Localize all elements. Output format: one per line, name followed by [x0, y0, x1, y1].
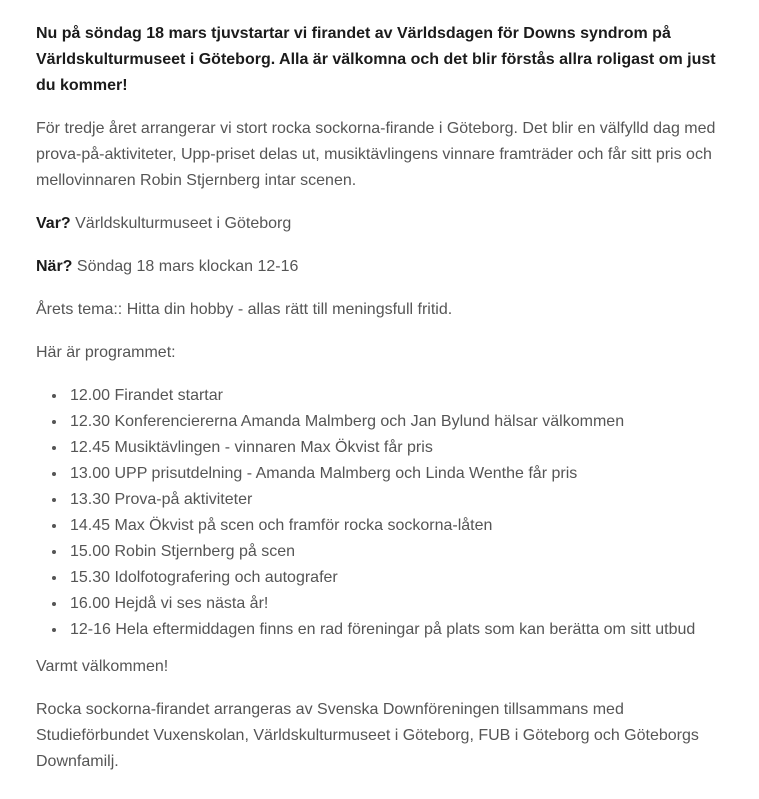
where-value: Världskulturmuseet i Göteborg — [70, 215, 292, 232]
theme-line: Årets tema:: Hitta din hobby - allas rätt till meningsfull fritid. — [36, 301, 453, 318]
program-list-item: • 15.30 Idolfotografering och autografer — [67, 565, 727, 591]
program-list-item: • 12-16 Hela eftermiddagen finns en rad föreningar på plats som kan berätta om sitt utbud — [67, 617, 727, 643]
where-line — [36, 211, 727, 237]
program-list-item: • 16.00 Hejdå vi ses nästa år! — [67, 591, 727, 617]
program-list-item: • 13.30 Prova-på aktiviteter — [67, 487, 727, 513]
when-line — [36, 254, 727, 280]
when-label: När? — [36, 258, 73, 275]
program-list-item: • 15.00 Robin Stjernberg på scen — [67, 539, 727, 565]
where-label: Var? — [36, 215, 71, 232]
description-paragraph: För tredje året arrangerar vi stort rocka sockorna-firande i Göteborg. Det blir en välfylld dag med prova-på-aktiviteter, Upp-priset delas ut, musiktävlingens vinnare framträder och får sitt pris och mellovinnaren Robin Stjernberg intar scenen. — [36, 120, 716, 189]
program-list-item: • 12.30 Konferenciererna Amanda Malmberg och Jan Bylund hälsar välkommen — [67, 409, 727, 435]
program-list-item: • 14.45 Max Ökvist på scen och framför rocka sockorna-låten — [67, 513, 727, 539]
intro-paragraph-bold: Nu på söndag 18 mars tjuvstartar vi firandet av Världsdagen för Downs syndrom på Världskulturmuseet i Göteborg. Alla är välkomna och det blir förstås allra roligast om just du kommer! — [36, 25, 716, 94]
closing-line: Varmt välkommen! — [36, 658, 169, 675]
program-list — [36, 383, 727, 643]
program-list-item: • 12.45 Musiktävlingen - vinnaren Max Ökvist får pris — [67, 435, 727, 461]
program-list-item: • 12.00 Firandet startar — [67, 383, 727, 409]
when-value: Söndag 18 mars klockan 12-16 — [72, 258, 299, 275]
program-list-item: • 13.00 UPP prisutdelning - Amanda Malmberg och Linda Wenthe får pris — [67, 461, 727, 487]
organizers-paragraph: Rocka sockorna-firandet arrangeras av Svenska Downföreningen tillsammans med Studieförbundet Vuxenskolan, Världskulturmuseet i Göteborg, FUB i Göteborg och Göteborgs Downfamilj. — [36, 701, 699, 770]
program-heading: Här är programmet: — [36, 344, 176, 361]
